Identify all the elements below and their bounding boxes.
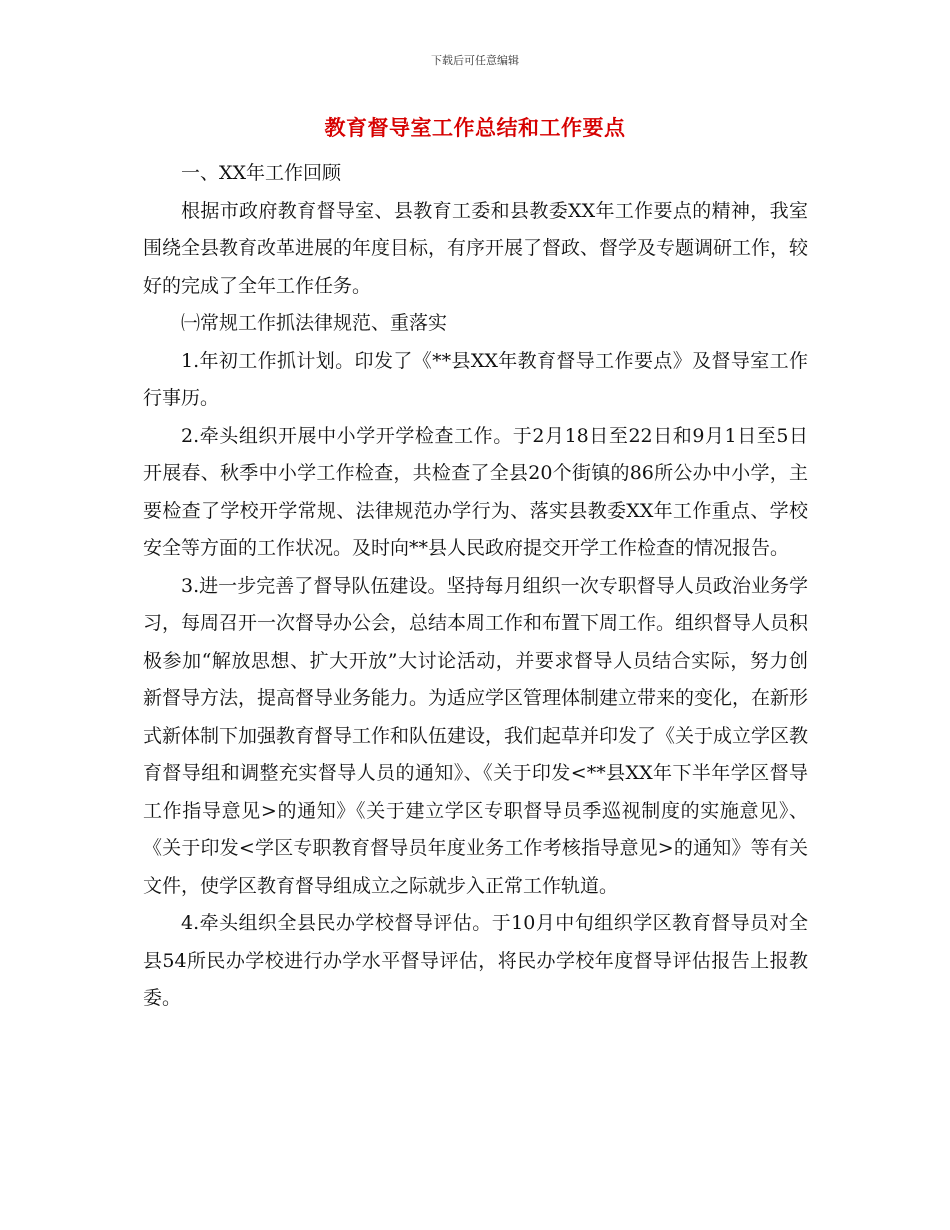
paragraph: 2.牵头组织开展中小学开学检查工作。于2月18日至22日和9月1日至5日开展春、秋季中小学工作检查，共检查了全县20个街镇的86所公办中小学，主要检查了学校开学常规、法律规范办学行为、落实县教委XX年工作重点、学校安全等方面的工作状况。及时向**县人民政府提交开学工作检查的情况报告。 xyxy=(143,424,808,559)
paragraph: 根据市政府教育督导室、县教育工委和县教委XX年工作要点的精神，我室围绕全县教育改革进展的年度目标，有序开展了督政、督学及专题调研工作，较好的完成了全年工作任务。 xyxy=(143,199,809,297)
section-heading: 一、XX年工作回顾 xyxy=(181,162,342,184)
header-note: 下载后可任意编辑 xyxy=(431,54,519,67)
paragraph: 1.年初工作抓计划。印发了《**县XX年教育督导工作要点》及督导室工作行事历。 xyxy=(143,349,808,409)
paragraph: 4.牵头组织全县民办学校督导评估。于10月中旬组织学区教育督导员对全县54所民办学校进行办学水平督导评估，将民办学校年度督导评估报告上报教委。 xyxy=(143,912,808,1009)
paragraph: 3.进一步完善了督导队伍建设。坚持每月组织一次专职督导人员政治业务学习，每周召开一次督导办公会，总结本周工作和布置下周工作。组织督导人员积极参加“解放思想、扩大开放”大讨论活动，并要求督导人员结合实际，努力创新督导方法，提高督导业务能力。为适应学区管理体制建立带来的变化，在新形式新体制下加强教育督导工作和队伍建设，我们起草并印发了《关于成立学区教育督导组和调整充实督导人员的通知》、《关于印发<**县XX年下半年学区督导工作指导意见>的通知》《关于建立学区专职督导员季巡视制度的实施意见》、《关于印发<学区专职教育督导员年度业务工作考核指导意见>的通知》等有关文件，使学区教育督导组成立之际就步入正常工作轨道。 xyxy=(143,574,809,897)
subsection-heading: ㈠常规工作抓法律规范、重落实 xyxy=(181,312,448,334)
document-title: 教育督导室工作总结和工作要点 xyxy=(324,116,626,140)
document-body xyxy=(143,155,808,1018)
